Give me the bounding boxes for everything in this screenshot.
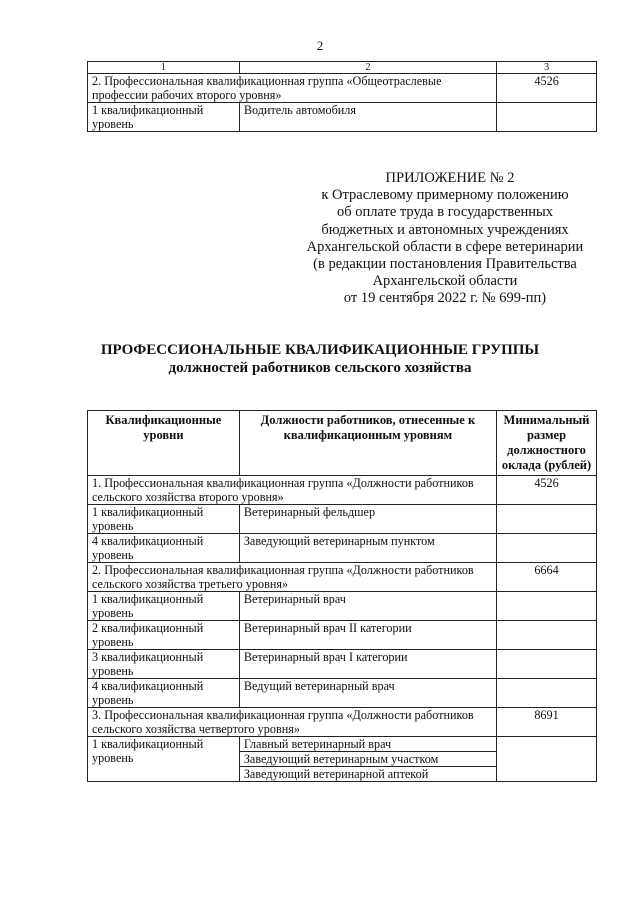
- level-cell: 4 квалификационный уровень: [88, 679, 240, 708]
- table-row: [88, 737, 597, 752]
- header-salary: Минимальный размер должностного оклада (рублей): [497, 411, 597, 476]
- header-levels: Квалификационные уровни: [88, 411, 240, 476]
- level-cell: 4 квалификационный уровень: [88, 534, 240, 563]
- appendix-block: [285, 170, 605, 308]
- title-line-1: ПРОФЕССИОНАЛЬНЫЕ КВАЛИФИКАЦИОННЫЕ ГРУППЫ: [100, 342, 540, 358]
- group-row: [88, 563, 597, 592]
- level-cell: 3 квалификационный уровень: [88, 650, 240, 679]
- document-title: [0, 341, 640, 377]
- appendix-line: Архангельской области: [372, 273, 518, 290]
- appendix-line: бюджетных и автономных учреждениях: [321, 221, 569, 238]
- title-line-2: должностей работников сельского хозяйства: [168, 360, 472, 376]
- level-cell: 1 квалификационный уровень: [88, 592, 240, 621]
- level-cell: 1 квалификационный уровень: [88, 737, 240, 782]
- position-cell: Заведующий ветеринарной аптекой: [239, 767, 496, 782]
- salary-cell: [497, 103, 597, 132]
- position-cell: Водитель автомобиля: [239, 103, 496, 132]
- level-cell: 1 квалификационный уровень: [88, 505, 240, 534]
- level-cell: 1 квалификационный уровень: [88, 103, 240, 132]
- column-number: 3: [497, 62, 597, 74]
- salary-cell: [497, 534, 597, 563]
- group-salary: 4526: [497, 476, 597, 505]
- header-row: [88, 411, 597, 476]
- salary-cell: [497, 679, 597, 708]
- salary-cell: [497, 505, 597, 534]
- position-cell: Ведущий ветеринарный врач: [239, 679, 496, 708]
- table-row: [88, 679, 597, 708]
- group-salary: 4526: [497, 74, 597, 103]
- column-number-row: [88, 62, 597, 74]
- page-number: 2: [316, 38, 324, 53]
- position-cell: Заведующий ветеринарным пунктом: [239, 534, 496, 563]
- group-title: 1. Профессиональная квалификационная группа «Должности работников сельского хозяйства второго уровня»: [88, 476, 497, 505]
- position-cell: Заведующий ветеринарным участком: [239, 752, 496, 767]
- table-row: [88, 505, 597, 534]
- table-row: [88, 650, 597, 679]
- salary-cell: [497, 621, 597, 650]
- group-row: [88, 476, 597, 505]
- table-row: [88, 621, 597, 650]
- salary-cell: [497, 737, 597, 782]
- appendix-heading: ПРИЛОЖЕНИЕ № 2: [385, 170, 515, 186]
- appendix-line: от 19 сентября 2022 г. № 699-пп): [343, 290, 547, 307]
- position-cell: Ветеринарный врач II категории: [239, 621, 496, 650]
- qualification-table: [87, 410, 597, 782]
- group-salary: 8691: [497, 708, 597, 737]
- table-row: [88, 103, 597, 132]
- appendix-line: об оплате труда в государственных: [336, 204, 554, 221]
- appendix-line: (в редакции постановления Правительства: [313, 256, 577, 273]
- group-title: 2. Профессиональная квалификационная группа «Общеотраслевые профессии рабочих второго уровня»: [88, 74, 497, 103]
- group-row: [88, 708, 597, 737]
- table-row: [88, 534, 597, 563]
- appendix-line: к Отраслевому примерному положению: [321, 187, 569, 204]
- group-title: 2. Профессиональная квалификационная группа «Должности работников сельского хозяйства третьего уровня»: [88, 563, 497, 592]
- group-title: 3. Профессиональная квалификационная группа «Должности работников сельского хозяйства четвертого уровня»: [88, 708, 497, 737]
- position-cell: Ветеринарный врач I категории: [239, 650, 496, 679]
- position-cell: Ветеринарный врач: [239, 592, 496, 621]
- level-cell: 2 квалификационный уровень: [88, 621, 240, 650]
- salary-cell: [497, 650, 597, 679]
- group-row: [88, 74, 597, 103]
- top-table: [87, 61, 597, 132]
- position-cell: Ветеринарный фельдшер: [239, 505, 496, 534]
- group-salary: 6664: [497, 563, 597, 592]
- table-row: [88, 592, 597, 621]
- salary-cell: [497, 592, 597, 621]
- appendix-line: Архангельской области в сфере ветеринарии: [306, 238, 584, 255]
- header-positions: Должности работников, отнесенные к квалификационным уровням: [239, 411, 496, 476]
- position-cell: Главный ветеринарный врач: [239, 737, 496, 752]
- column-number: 1: [88, 62, 240, 74]
- column-number: 2: [239, 62, 496, 74]
